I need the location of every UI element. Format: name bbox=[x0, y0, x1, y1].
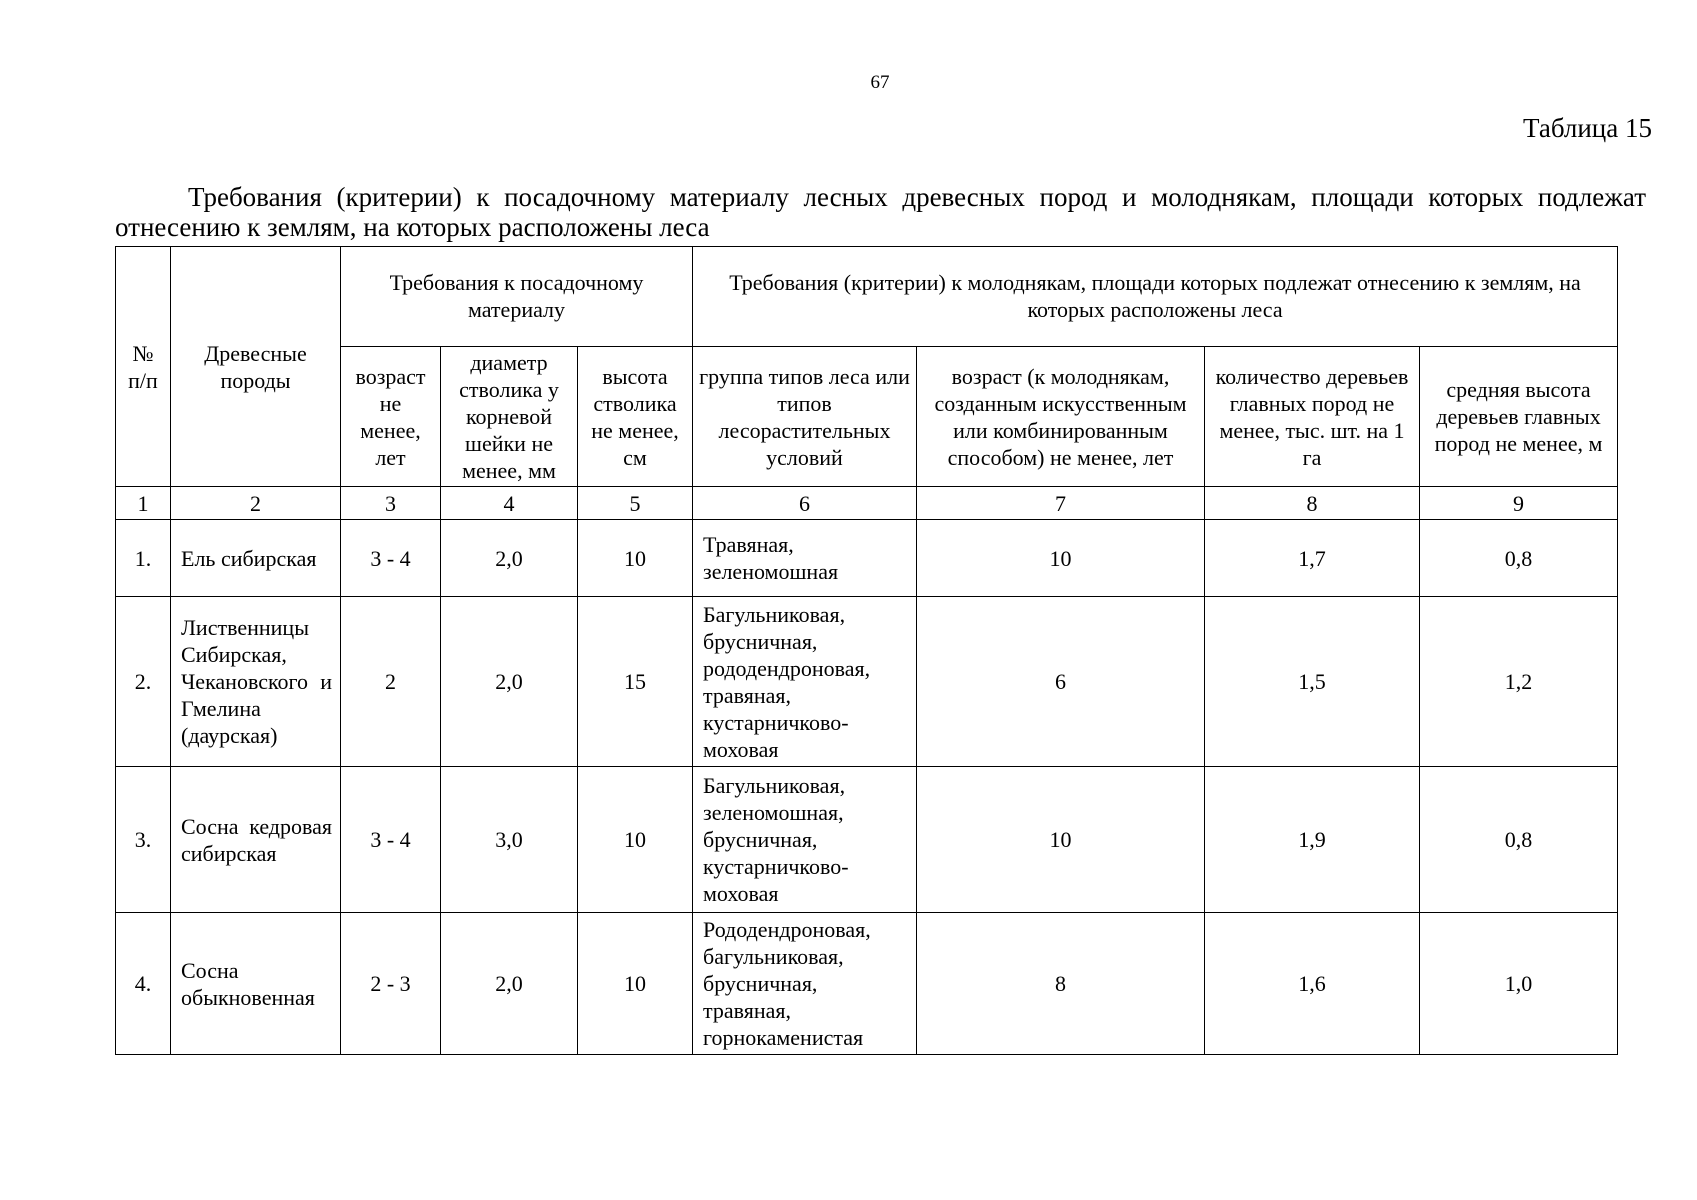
column-number: 7 bbox=[917, 487, 1205, 520]
row-age: 2 - 3 bbox=[341, 913, 441, 1055]
header-tree-count: количество деревьев главных пород не менее, тыс. шт. на 1 га bbox=[1205, 347, 1420, 487]
row-species: Ель сибирская bbox=[171, 520, 341, 597]
row-tree-count: 1,9 bbox=[1205, 767, 1420, 913]
row-species: Сосна обыкновенная bbox=[171, 913, 341, 1055]
row-num: 1. bbox=[116, 520, 171, 597]
row-age: 2 bbox=[341, 597, 441, 767]
header-group-young: Требования (критерии) к молоднякам, площади которых подлежат отнесению к землям, на которых расположены леса bbox=[693, 247, 1618, 347]
row-species: Лиственницы Сибирская, Чекановского и Гмелина (даурская) bbox=[171, 597, 341, 767]
row-tree-count: 1,7 bbox=[1205, 520, 1420, 597]
row-forest-type: Багульниковая, брусничная, рододендроновая, травяная, кустарничково-моховая bbox=[693, 597, 917, 767]
header-forest-type: группа типов леса или типов лесорастительных условий bbox=[693, 347, 917, 487]
row-num: 2. bbox=[116, 597, 171, 767]
document-title: Требования (критерии) к посадочному материалу лесных древесных пород и молоднякам, площади которых подлежат отнесению к землям, на которых расположены леса bbox=[115, 182, 1646, 242]
row-tree-count: 1,6 bbox=[1205, 913, 1420, 1055]
row-diameter: 2,0 bbox=[441, 597, 578, 767]
row-avg-height: 1,0 bbox=[1420, 913, 1618, 1055]
header-num: № п/п bbox=[116, 247, 171, 487]
header-young-age: возраст (к молоднякам, созданным искусственным или комбинированным способом) не менее, лет bbox=[917, 347, 1205, 487]
header-age: возраст не менее, лет bbox=[341, 347, 441, 487]
row-forest-type: Багульниковая, зеленомошная, брусничная, кустарничково-моховая bbox=[693, 767, 917, 913]
row-forest-type: Рододендроновая, багульниковая, брусничная, травяная, горнокаменистая bbox=[693, 913, 917, 1055]
row-height: 10 bbox=[578, 913, 693, 1055]
row-diameter: 2,0 bbox=[441, 913, 578, 1055]
row-young-age: 10 bbox=[917, 520, 1205, 597]
column-number: 3 bbox=[341, 487, 441, 520]
row-age: 3 - 4 bbox=[341, 767, 441, 913]
column-number: 2 bbox=[171, 487, 341, 520]
row-num: 3. bbox=[116, 767, 171, 913]
row-avg-height: 0,8 bbox=[1420, 767, 1618, 913]
row-diameter: 2,0 bbox=[441, 520, 578, 597]
row-young-age: 8 bbox=[917, 913, 1205, 1055]
column-number: 8 bbox=[1205, 487, 1420, 520]
header-diameter: диаметр стволика у корневой шейки не менее, мм bbox=[441, 347, 578, 487]
column-number: 1 bbox=[116, 487, 171, 520]
column-number: 5 bbox=[578, 487, 693, 520]
header-species: Древесные породы bbox=[171, 247, 341, 487]
row-height: 15 bbox=[578, 597, 693, 767]
row-forest-type: Травяная, зеленомошная bbox=[693, 520, 917, 597]
row-age: 3 - 4 bbox=[341, 520, 441, 597]
header-group-planting: Требования к посадочному материалу bbox=[341, 247, 693, 347]
column-number-row bbox=[116, 487, 1618, 520]
table-label: Таблица 15 bbox=[1523, 113, 1652, 143]
table-row bbox=[116, 597, 1618, 767]
row-tree-count: 1,5 bbox=[1205, 597, 1420, 767]
row-height: 10 bbox=[578, 767, 693, 913]
row-num: 4. bbox=[116, 913, 171, 1055]
row-species: Сосна кедровая сибирская bbox=[171, 767, 341, 913]
header-height: высота стволика не менее, см bbox=[578, 347, 693, 487]
requirements-table bbox=[115, 246, 1618, 1055]
page-number: 67 bbox=[870, 72, 890, 93]
row-young-age: 10 bbox=[917, 767, 1205, 913]
column-number: 9 bbox=[1420, 487, 1618, 520]
table-row bbox=[116, 767, 1618, 913]
row-young-age: 6 bbox=[917, 597, 1205, 767]
row-avg-height: 1,2 bbox=[1420, 597, 1618, 767]
column-number: 4 bbox=[441, 487, 578, 520]
row-avg-height: 0,8 bbox=[1420, 520, 1618, 597]
row-height: 10 bbox=[578, 520, 693, 597]
header-avg-height: средняя высота деревьев главных пород не менее, м bbox=[1420, 347, 1618, 487]
column-number: 6 bbox=[693, 487, 917, 520]
row-diameter: 3,0 bbox=[441, 767, 578, 913]
table-row bbox=[116, 913, 1618, 1055]
table-row bbox=[116, 520, 1618, 597]
